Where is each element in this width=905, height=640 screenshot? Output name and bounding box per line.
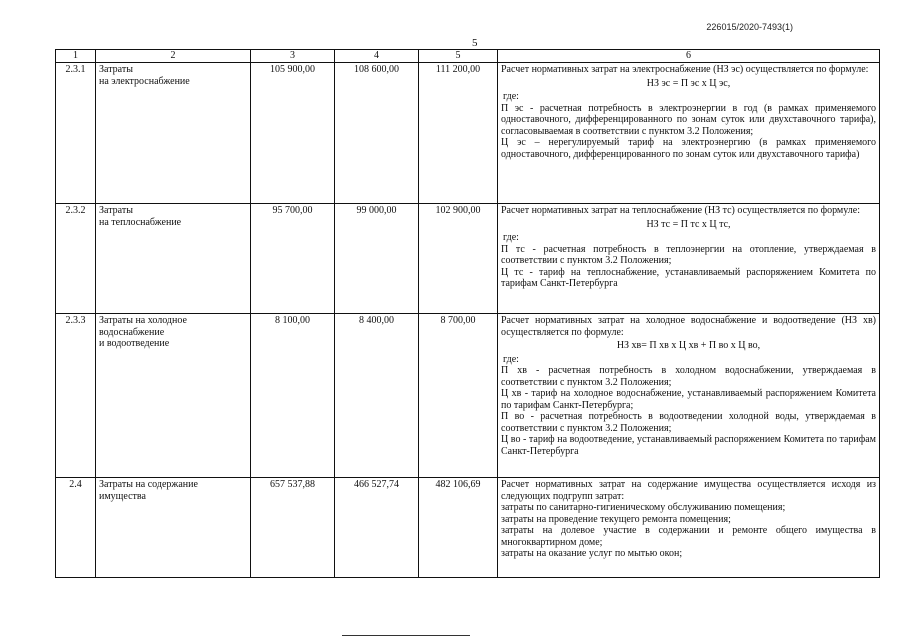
value-year-3: 482 106,69: [419, 478, 498, 578]
row-description: [498, 314, 880, 478]
value-year-2: 99 000,00: [335, 204, 419, 314]
row-number: 2.3.3: [56, 314, 96, 478]
value-year-3: 8 700,00: [419, 314, 498, 478]
cost-table: [55, 49, 880, 578]
formula: НЗ тс = П тс х Ц тс,: [646, 218, 731, 230]
row-name: Затраты на теплоснабжение: [96, 204, 251, 314]
row-name: Затраты на холодное водоснабжение и водоотведение: [96, 314, 251, 478]
value-year-3: 102 900,00: [419, 204, 498, 314]
description-intro: Расчет нормативных затрат на содержание имущества осуществляется исходя из следующих подгрупп затрат:: [501, 479, 876, 502]
description-line: затраты на оказание услуг по мытью окон;: [501, 548, 683, 559]
page-number: 5: [472, 37, 478, 49]
table-row: [56, 314, 880, 478]
description-line: Ц тс - тариф на теплоснабжение, устанавливаемый распоряжением Комитета по тарифам Санкт-Петербурга: [501, 266, 876, 289]
value-year-1: 657 537,88: [251, 478, 335, 578]
header-cell-2: 2: [96, 50, 251, 63]
header-cell-4: 4: [335, 50, 419, 63]
header-cell-6: 6: [498, 50, 880, 63]
description-line: Ц эс – нерегулируемый тариф на электроэнергию (в рамках применяемого одноставочного, дифференцированного по зонам суток или двухставочного тарифа): [501, 137, 876, 160]
where-label: где:: [503, 353, 519, 365]
formula: НЗ хв= П хв х Ц хв + П во х Ц во,: [616, 340, 761, 351]
description-line: Ц во - тариф на водоотведение, устанавливаемый распоряжением Комитета по тарифам Санкт-Петербурга: [501, 434, 876, 457]
table-row: [56, 478, 880, 578]
header-row: [56, 50, 880, 63]
row-description: [498, 63, 880, 204]
row-description: [498, 478, 880, 578]
description-intro: Расчет нормативных затрат на холодное водоснабжение и водоотведение (НЗ хв) осуществляется по формуле:: [501, 315, 876, 338]
where-label: где:: [503, 232, 519, 243]
header-cell-5: 5: [419, 50, 498, 63]
header-cell-1: 1: [56, 50, 96, 63]
formula: НЗ эс = П эс х Ц эс,: [646, 77, 731, 89]
description-intro: Расчет нормативных затрат на теплоснабжение (НЗ тс) осуществляется по формуле:: [501, 205, 861, 216]
value-year-3: 111 200,00: [419, 63, 498, 204]
row-description: [498, 204, 880, 314]
where-label: где:: [503, 91, 519, 102]
description-line: затраты на проведение текущего ремонта помещения;: [501, 513, 731, 525]
row-number: 2.3.1: [56, 63, 96, 204]
value-year-1: 8 100,00: [251, 314, 335, 478]
value-year-2: 8 400,00: [335, 314, 419, 478]
value-year-2: 466 527,74: [335, 478, 419, 578]
bottom-divider: [342, 635, 470, 636]
header-cell-3: 3: [251, 50, 335, 63]
description-line: Ц хв - тариф на холодное водоснабжение, устанавливаемый распоряжением Комитета по тарифам Санкт-Петербурга;: [501, 388, 876, 411]
row-name: Затраты на содержание имущества: [96, 478, 251, 578]
description-line: затраты на долевое участие в содержании и ремонте общего имущества в многоквартирном доме;: [501, 525, 876, 548]
row-number: 2.4: [56, 478, 96, 578]
document-id: 226015/2020-7493(1): [706, 22, 793, 32]
description-line: П хв - расчетная потребность в холодном водоснабжении, утверждаемая в соответствии с пунктом 3.2 Положения;: [501, 365, 876, 388]
table-row: [56, 204, 880, 314]
description-line: затраты по санитарно-гигиеническому обслуживанию помещения;: [501, 502, 786, 513]
description-line: П эс - расчетная потребность в электроэнергии в год (в рамках применяемого одноставочного, дифференцированного по зонам суток или двухставочного тарифа), согласовываемая в соответствии с пунктом 3.2 Положения;: [501, 102, 876, 137]
row-number: 2.3.2: [56, 204, 96, 314]
value-year-1: 95 700,00: [251, 204, 335, 314]
description-line: П тс - расчетная потребность в теплоэнергии на отопление, утверждаемая в соответствии с пунктом 3.2 Положения;: [501, 243, 876, 266]
value-year-1: 105 900,00: [251, 63, 335, 204]
table-row: [56, 63, 880, 204]
value-year-2: 108 600,00: [335, 63, 419, 204]
description-intro: Расчет нормативных затрат на электроснабжение (НЗ эс) осуществляется по формуле:: [501, 64, 869, 75]
description-line: П во - расчетная потребность в водоотведении холодной воды, утверждаемая в соответствии с пунктом 3.2 Положения;: [501, 411, 876, 434]
row-name: Затраты на электроснабжение: [96, 63, 251, 204]
